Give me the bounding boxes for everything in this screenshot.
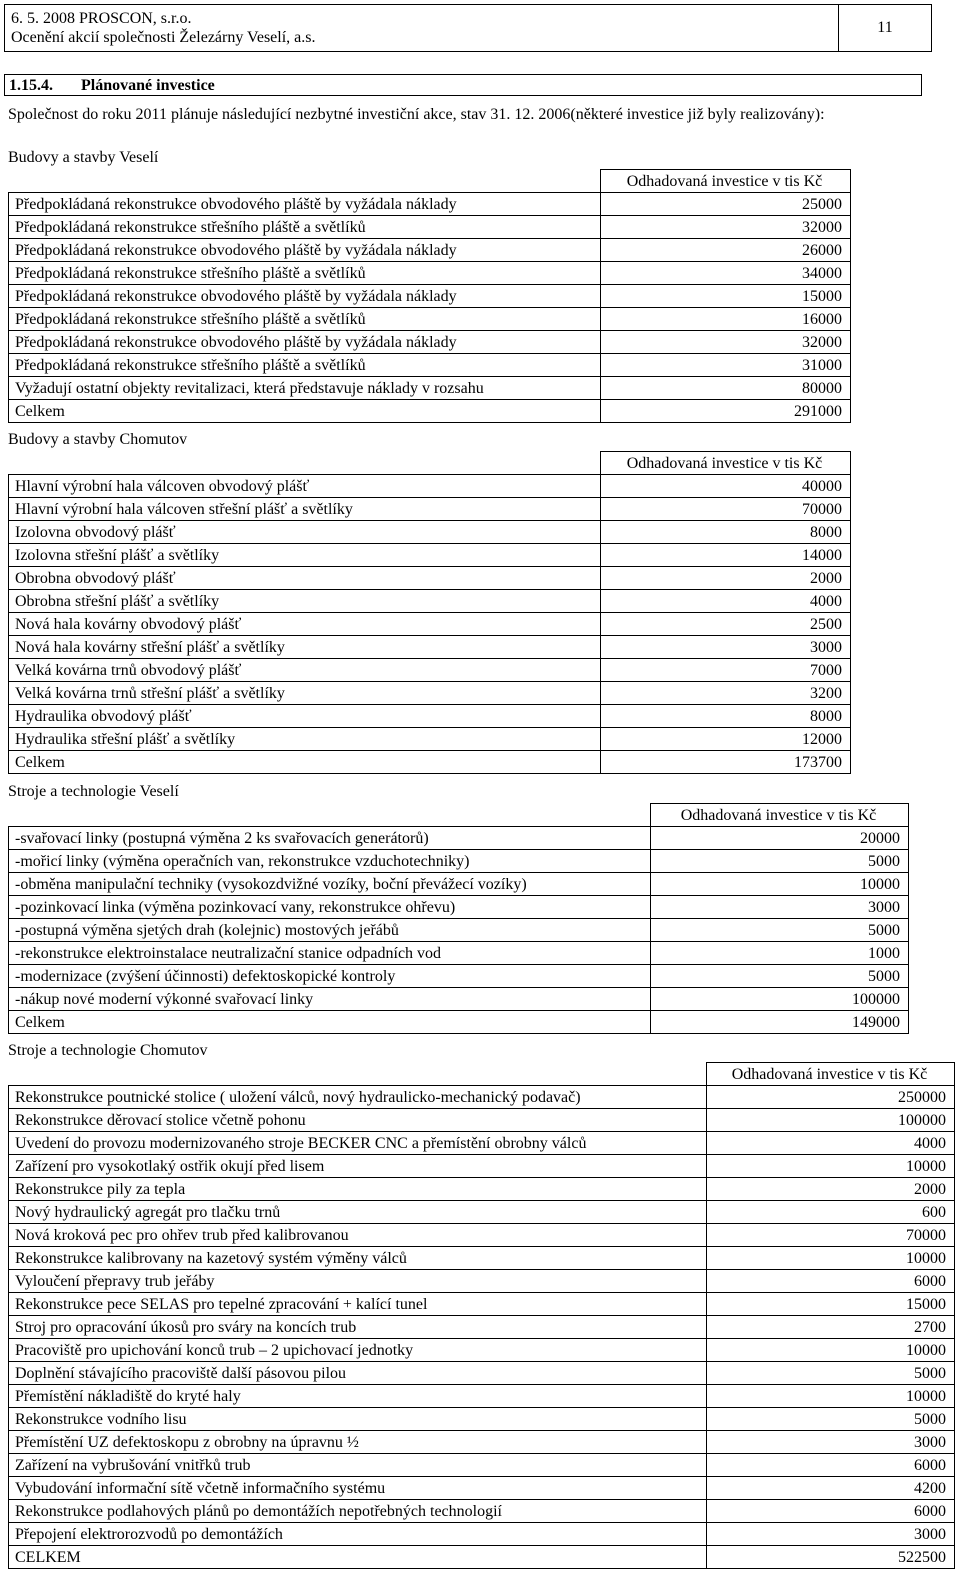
row-label: Přemístění nákladiště do kryté haly xyxy=(9,1385,707,1408)
table-row xyxy=(9,850,909,873)
row-label: -postupná výměna sjetých drah (kolejnic) mostových jeřábů xyxy=(9,919,651,942)
header-text xyxy=(5,5,838,51)
table-row xyxy=(9,1247,955,1270)
row-value: 3000 xyxy=(601,636,851,659)
table-row xyxy=(9,942,909,965)
header-empty-cell xyxy=(9,170,601,193)
row-value: 5000 xyxy=(707,1362,955,1385)
table-row xyxy=(9,262,851,285)
table-row xyxy=(9,1546,955,1569)
table-header-row xyxy=(9,170,851,193)
row-label: -pozinkovací linka (výměna pozinkovací vany, rekonstrukce ohřevu) xyxy=(9,896,651,919)
table-header-row xyxy=(9,804,909,827)
row-label: Rekonstrukce poutnické stolice ( uložení válců, nový hydraulicko-mechanický podavač) xyxy=(9,1086,707,1109)
row-value: 15000 xyxy=(601,285,851,308)
table-heading: Budovy a stavby Chomutov xyxy=(8,431,188,448)
table-row xyxy=(9,1477,955,1500)
table-row xyxy=(9,1011,909,1034)
table-row xyxy=(9,1224,955,1247)
row-value: 4000 xyxy=(707,1132,955,1155)
row-value: 1000 xyxy=(651,942,909,965)
table-row xyxy=(9,1523,955,1546)
row-value: 2000 xyxy=(707,1178,955,1201)
row-label: CELKEM xyxy=(9,1546,707,1569)
row-label: -obměna manipulační techniky (vysokozdvižné vozíky, boční převážecí vozíky) xyxy=(9,873,651,896)
row-label: -modernizace (zvýšení účinnosti) defektoskopické kontroly xyxy=(9,965,651,988)
column-header: Odhadovaná investice v tis Kč xyxy=(707,1063,955,1086)
table-header-row xyxy=(9,452,851,475)
row-label: -rekonstrukce elektroinstalace neutralizační stanice odpadních vod xyxy=(9,942,651,965)
table-row xyxy=(9,636,851,659)
row-label: Předpokládaná rekonstrukce obvodového pláště by vyžádala náklady xyxy=(9,331,601,354)
table-row xyxy=(9,544,851,567)
table-row xyxy=(9,1431,955,1454)
table-header-row xyxy=(9,1063,955,1086)
investment-table xyxy=(8,803,909,1034)
section-title xyxy=(4,74,922,96)
table-row xyxy=(9,827,909,850)
row-label: Předpokládaná rekonstrukce střešního pláště a světlíků xyxy=(9,216,601,239)
table-row xyxy=(9,682,851,705)
table-row xyxy=(9,1270,955,1293)
row-label: Rekonstrukce pily za tepla xyxy=(9,1178,707,1201)
row-value: 10000 xyxy=(707,1385,955,1408)
table-row xyxy=(9,728,851,751)
table-row xyxy=(9,590,851,613)
investment-table xyxy=(8,1062,955,1569)
row-label: Vyžadují ostatní objekty revitalizaci, která představuje náklady v rozsahu xyxy=(9,377,601,400)
investment-table xyxy=(8,451,851,774)
table-row xyxy=(9,1178,955,1201)
row-value: 5000 xyxy=(651,850,909,873)
table-row xyxy=(9,498,851,521)
row-label: -svařovací linky (postupná výměna 2 ks svařovacích generátorů) xyxy=(9,827,651,850)
row-label: Celkem xyxy=(9,1011,651,1034)
section-title-text: Plánované investice xyxy=(81,77,215,94)
table-heading: Stroje a technologie Veselí xyxy=(8,783,179,800)
row-value: 25000 xyxy=(601,193,851,216)
row-label: Hlavní výrobní hala válcoven obvodový plášť xyxy=(9,475,601,498)
table-row xyxy=(9,705,851,728)
page-number: 11 xyxy=(838,5,931,51)
row-value: 173700 xyxy=(601,751,851,774)
table-row xyxy=(9,1155,955,1178)
table-row xyxy=(9,1500,955,1523)
row-label: Vyloučení přepravy trub jeřáby xyxy=(9,1270,707,1293)
table-row xyxy=(9,613,851,636)
row-label: Rekonstrukce vodního lisu xyxy=(9,1408,707,1431)
row-label: Nová kroková pec pro ohřev trub před kalibrovanou xyxy=(9,1224,707,1247)
row-label: Hydraulika obvodový plášť xyxy=(9,705,601,728)
table-row xyxy=(9,1339,955,1362)
table-row xyxy=(9,285,851,308)
row-label: Přemístění UZ defektoskopu z obrobny na úpravnu ½ xyxy=(9,1431,707,1454)
row-value: 15000 xyxy=(707,1293,955,1316)
row-value: 6000 xyxy=(707,1270,955,1293)
row-label: Vybudování informační sítě včetně informačního systému xyxy=(9,1477,707,1500)
row-label: Nová hala kovárny obvodový plášť xyxy=(9,613,601,636)
row-label: Nový hydraulický agregát pro tlačku trnů xyxy=(9,1201,707,1224)
row-label: Izolovna obvodový plášť xyxy=(9,521,601,544)
page-header xyxy=(4,4,932,52)
row-label: Předpokládaná rekonstrukce obvodového pláště by vyžádala náklady xyxy=(9,193,601,216)
row-value: 40000 xyxy=(601,475,851,498)
row-value: 6000 xyxy=(707,1454,955,1477)
row-label: Předpokládaná rekonstrukce střešního pláště a světlíků xyxy=(9,262,601,285)
row-value: 3000 xyxy=(707,1523,955,1546)
row-label: Doplnění stávajícího pracoviště další pásovou pilou xyxy=(9,1362,707,1385)
table-row xyxy=(9,1454,955,1477)
row-label: Přepojení elektrorozvodů po demontážích xyxy=(9,1523,707,1546)
table-row xyxy=(9,919,909,942)
table-row xyxy=(9,1293,955,1316)
row-label: Zařízení pro vysokotlaký ostřik okují před lisem xyxy=(9,1155,707,1178)
row-value: 80000 xyxy=(601,377,851,400)
row-value: 2700 xyxy=(707,1316,955,1339)
row-value: 32000 xyxy=(601,216,851,239)
row-value: 100000 xyxy=(651,988,909,1011)
table-row xyxy=(9,354,851,377)
row-value: 149000 xyxy=(651,1011,909,1034)
row-value: 100000 xyxy=(707,1109,955,1132)
table-heading: Budovy a stavby Veselí xyxy=(8,149,159,166)
row-value: 16000 xyxy=(601,308,851,331)
row-label: Hlavní výrobní hala válcoven střešní plášť a světlíky xyxy=(9,498,601,521)
table-row xyxy=(9,1086,955,1109)
row-label: Stroj pro opracování úkosů pro sváry na koncích trub xyxy=(9,1316,707,1339)
row-label: Nová hala kovárny střešní plášť a světlíky xyxy=(9,636,601,659)
header-document-title: Ocenění akcií společnosti Železárny Veselí, a.s. xyxy=(11,29,316,46)
table-row xyxy=(9,308,851,331)
table-row xyxy=(9,1385,955,1408)
row-label: Pracoviště pro upichování konců trub – 2 upichovací jednotky xyxy=(9,1339,707,1362)
table-row xyxy=(9,377,851,400)
row-label: -mořicí linky (výměna operačních van, rekonstrukce vzduchotechniky) xyxy=(9,850,651,873)
row-label: Velká kovárna trnů střešní plášť a světlíky xyxy=(9,682,601,705)
table-row xyxy=(9,1408,955,1431)
table-row xyxy=(9,988,909,1011)
row-value: 70000 xyxy=(601,498,851,521)
table-row xyxy=(9,1109,955,1132)
column-header: Odhadovaná investice v tis Kč xyxy=(601,452,851,475)
header-empty-cell xyxy=(9,452,601,475)
row-label: Předpokládaná rekonstrukce obvodového pláště by vyžádala náklady xyxy=(9,285,601,308)
row-value: 5000 xyxy=(707,1408,955,1431)
table-row xyxy=(9,331,851,354)
row-label: Celkem xyxy=(9,751,601,774)
row-value: 522500 xyxy=(707,1546,955,1569)
row-label: Uvedení do provozu modernizovaného stroje BECKER CNC a přemístění obrobny válců xyxy=(9,1132,707,1155)
row-label: Obrobna střešní plášť a světlíky xyxy=(9,590,601,613)
row-value: 4000 xyxy=(601,590,851,613)
table-row xyxy=(9,1362,955,1385)
row-value: 12000 xyxy=(601,728,851,751)
row-value: 14000 xyxy=(601,544,851,567)
table-row xyxy=(9,896,909,919)
table-row xyxy=(9,873,909,896)
row-value: 250000 xyxy=(707,1086,955,1109)
row-label: Rekonstrukce kalibrovany na kazetový systém výměny válců xyxy=(9,1247,707,1270)
row-value: 70000 xyxy=(707,1224,955,1247)
row-value: 3000 xyxy=(651,896,909,919)
table-row xyxy=(9,659,851,682)
row-value: 20000 xyxy=(651,827,909,850)
intro-paragraph: Společnost do roku 2011 plánuje následující nezbytné investiční akce, stav 31. 12. 2006(některé investice již byly realizovány): xyxy=(8,106,825,123)
row-label: Rekonstrukce pece SELAS pro tepelné zpracování + kalící tunel xyxy=(9,1293,707,1316)
row-label: Rekonstrukce podlahových plánů po demontážích nepotřebných technologií xyxy=(9,1500,707,1523)
row-value: 32000 xyxy=(601,331,851,354)
row-value: 7000 xyxy=(601,659,851,682)
investment-table xyxy=(8,169,851,423)
table-row xyxy=(9,521,851,544)
row-label: Předpokládaná rekonstrukce střešního pláště a světlíků xyxy=(9,308,601,331)
row-value: 34000 xyxy=(601,262,851,285)
table-row xyxy=(9,751,851,774)
column-header: Odhadovaná investice v tis Kč xyxy=(651,804,909,827)
table-row xyxy=(9,1132,955,1155)
table-row xyxy=(9,475,851,498)
table-row xyxy=(9,1201,955,1224)
row-label: Hydraulika střešní plášť a světlíky xyxy=(9,728,601,751)
row-value: 10000 xyxy=(651,873,909,896)
row-label: Obrobna obvodový plášť xyxy=(9,567,601,590)
row-label: Předpokládaná rekonstrukce střešního pláště a světlíků xyxy=(9,354,601,377)
row-label: Předpokládaná rekonstrukce obvodového pláště by vyžádala náklady xyxy=(9,239,601,262)
row-label: Celkem xyxy=(9,400,601,423)
row-value: 2500 xyxy=(601,613,851,636)
table-row xyxy=(9,1316,955,1339)
table-row xyxy=(9,239,851,262)
header-empty-cell xyxy=(9,1063,707,1086)
row-value: 3000 xyxy=(707,1431,955,1454)
row-label: Izolovna střešní plášť a světlíky xyxy=(9,544,601,567)
row-value: 6000 xyxy=(707,1500,955,1523)
row-value: 4200 xyxy=(707,1477,955,1500)
row-value: 3200 xyxy=(601,682,851,705)
row-value: 26000 xyxy=(601,239,851,262)
table-row xyxy=(9,193,851,216)
row-value: 10000 xyxy=(707,1339,955,1362)
row-value: 10000 xyxy=(707,1247,955,1270)
header-empty-cell xyxy=(9,804,651,827)
row-label: Zařízení na vybrušování vnitřků trub xyxy=(9,1454,707,1477)
table-row xyxy=(9,965,909,988)
table-row xyxy=(9,400,851,423)
section-number: 1.15.4. xyxy=(9,77,53,94)
header-date-company: 6. 5. 2008 PROSCON, s.r.o. xyxy=(11,10,192,27)
row-value: 5000 xyxy=(651,965,909,988)
table-row xyxy=(9,216,851,239)
row-label: -nákup nové moderní výkonné svařovací linky xyxy=(9,988,651,1011)
row-value: 291000 xyxy=(601,400,851,423)
row-value: 31000 xyxy=(601,354,851,377)
row-value: 600 xyxy=(707,1201,955,1224)
table-heading: Stroje a technologie Chomutov xyxy=(8,1042,208,1059)
row-value: 8000 xyxy=(601,521,851,544)
row-value: 2000 xyxy=(601,567,851,590)
row-value: 8000 xyxy=(601,705,851,728)
row-label: Rekonstrukce děrovací stolice včetně pohonu xyxy=(9,1109,707,1132)
column-header: Odhadovaná investice v tis Kč xyxy=(601,170,851,193)
row-value: 5000 xyxy=(651,919,909,942)
row-value: 10000 xyxy=(707,1155,955,1178)
table-row xyxy=(9,567,851,590)
row-label: Velká kovárna trnů obvodový plášť xyxy=(9,659,601,682)
